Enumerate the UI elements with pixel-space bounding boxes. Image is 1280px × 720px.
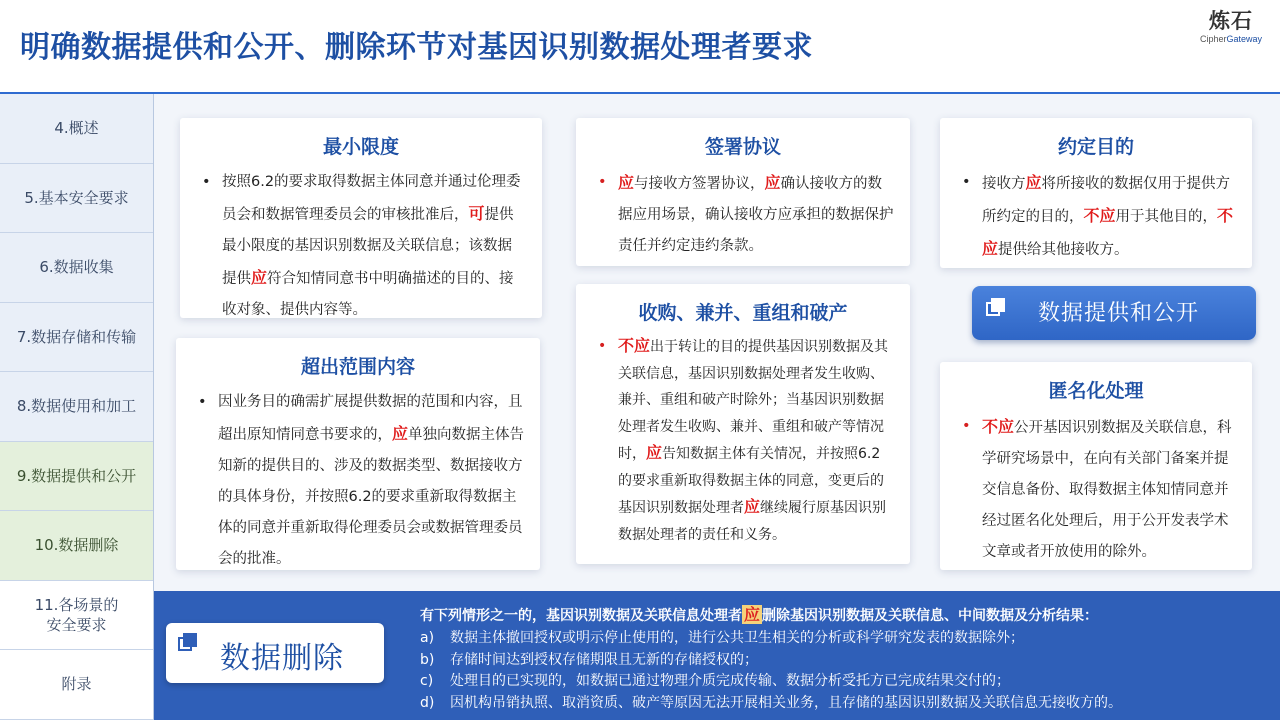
logo-subtitle: CipherGateway (1199, 34, 1263, 44)
data-deletion-button[interactable] (166, 623, 384, 683)
provision-disclosure-button[interactable] (972, 286, 1256, 340)
brand-logo (1196, 8, 1266, 44)
sidebar-item-basic-security[interactable]: 5.基本安全要求 (0, 164, 153, 234)
deletion-heading: 有下列情形之一的，基因识别数据及关联信息处理者 应 删除基因识别数据及关联信息、中间数据及分析结果： (420, 605, 1099, 624)
copy-icon (178, 633, 200, 653)
card-bullet: • 因业务目的确需扩展提供数据的范围和内容，且超出原知情同意书要求的，应单独向数据主体告知新的提供目的、涉及的数据类型、数据接收方的具体身份，并按照6.2的要求重新取得数据主体的同意并重新取得伦理委员会或数据管理委员会的批准。 (196, 387, 524, 575)
card-sign-agreement (576, 118, 910, 266)
content-area (154, 94, 1280, 591)
data-deletion-label: 数据删除 (220, 641, 344, 676)
card-anonymization (940, 362, 1252, 570)
provision-disclosure-label: 数据提供和公开 (1038, 301, 1200, 326)
card-bullet: • 按照6.2的要求取得数据主体同意并通过伦理委员会和数据管理委员会的审核批准后，可提供最小限度的基因识别数据及关联信息；该数据提供应符合知情同意书中明确描述的目的、接收对象、提供内容等。 (200, 167, 526, 326)
card-title: 签署协议 (704, 136, 781, 158)
sidebar-item-overview[interactable]: 4.概述 (0, 94, 153, 164)
sidebar-item-appendix[interactable]: 附录 (0, 650, 153, 720)
card-beyond-scope (176, 338, 540, 570)
sidebar-item-data-deletion[interactable]: 10.数据删除 (0, 511, 153, 581)
deletion-item: a) 数据主体撤回授权或明示停止使用的，进行公共卫生相关的分析或科学研究发表的数据除外； (420, 630, 1024, 646)
card-bullet: • 应与接收方签署协议，应确认接收方的数据应用场景，确认接收方应承担的数据保护责任并约定违约条款。 (596, 167, 894, 262)
card-title: 超出范围内容 (300, 356, 415, 378)
deletion-item: d) 因机构吊销执照、取消资质、破产等原因无法开展相关业务，且存储的基因识别数据及关联信息无接收方的。 (420, 694, 1122, 711)
sidebar-item-data-collection[interactable]: 6.数据收集 (0, 233, 153, 303)
card-title: 最小限度 (322, 136, 399, 158)
card-bullet: • 不应公开基因识别数据及关联信息，科学研究场景中，在向有关部门备案并提交信息备份、取得数据主体知情同意并经过匿名化处理后，用于公开发表学术文章或者开放使用的除外。 (960, 411, 1236, 568)
logo-mark: 炼石 (1209, 9, 1253, 33)
title-bar (0, 0, 1280, 92)
card-agreed-purpose (940, 118, 1252, 268)
deletion-item: b) 存储时间达到授权存储期限且无新的存储授权的； (420, 651, 758, 668)
sidebar-nav (0, 94, 154, 720)
sidebar-item-storage-transfer[interactable]: 7.数据存储和传输 (0, 303, 153, 373)
copy-icon (986, 298, 1008, 318)
card-minimum (180, 118, 542, 318)
card-merger-bankruptcy (576, 284, 910, 564)
card-title: 匿名化处理 (1048, 380, 1144, 402)
card-bullet: • 接收方应将所接收的数据仅用于提供方所约定的目的，不应用于其他目的，不应提供给其他接收方。 (960, 167, 1236, 266)
sidebar-item-provision-disclosure[interactable]: 9.数据提供和公开 (0, 442, 153, 512)
card-bullet: • 不应出于转让的目的提供基因识别数据及其关联信息，基因识别数据处理者发生收购、兼并、重组和破产时除外；当基因识别数据处理者发生收购、兼并、重组和破产等情况时，应告知数据主体有关情况，并按照6.2的要求重新取得数据主体的同意，变更后的基因识别数据处理者应继续履行原基因识别数据处理者的责任和义务。 (596, 333, 894, 548)
card-title: 收购、兼并、重组和破产 (638, 302, 848, 324)
card-title: 约定目的 (1057, 136, 1134, 158)
deletion-item: c) 处理目的已实现的，如数据已通过物理介质完成传输、数据分析受托方已完成结果交付的； (420, 673, 1010, 689)
deletion-requirements (420, 603, 1276, 714)
deletion-section (154, 591, 1280, 720)
page-title: 明确数据提供和公开、删除环节对基因识别数据处理者要求 (20, 30, 813, 65)
sidebar-item-use-processing[interactable]: 8.数据使用和加工 (0, 372, 153, 442)
sidebar-item-scenario-security[interactable]: 11.各场景的 安全要求 (0, 581, 153, 651)
